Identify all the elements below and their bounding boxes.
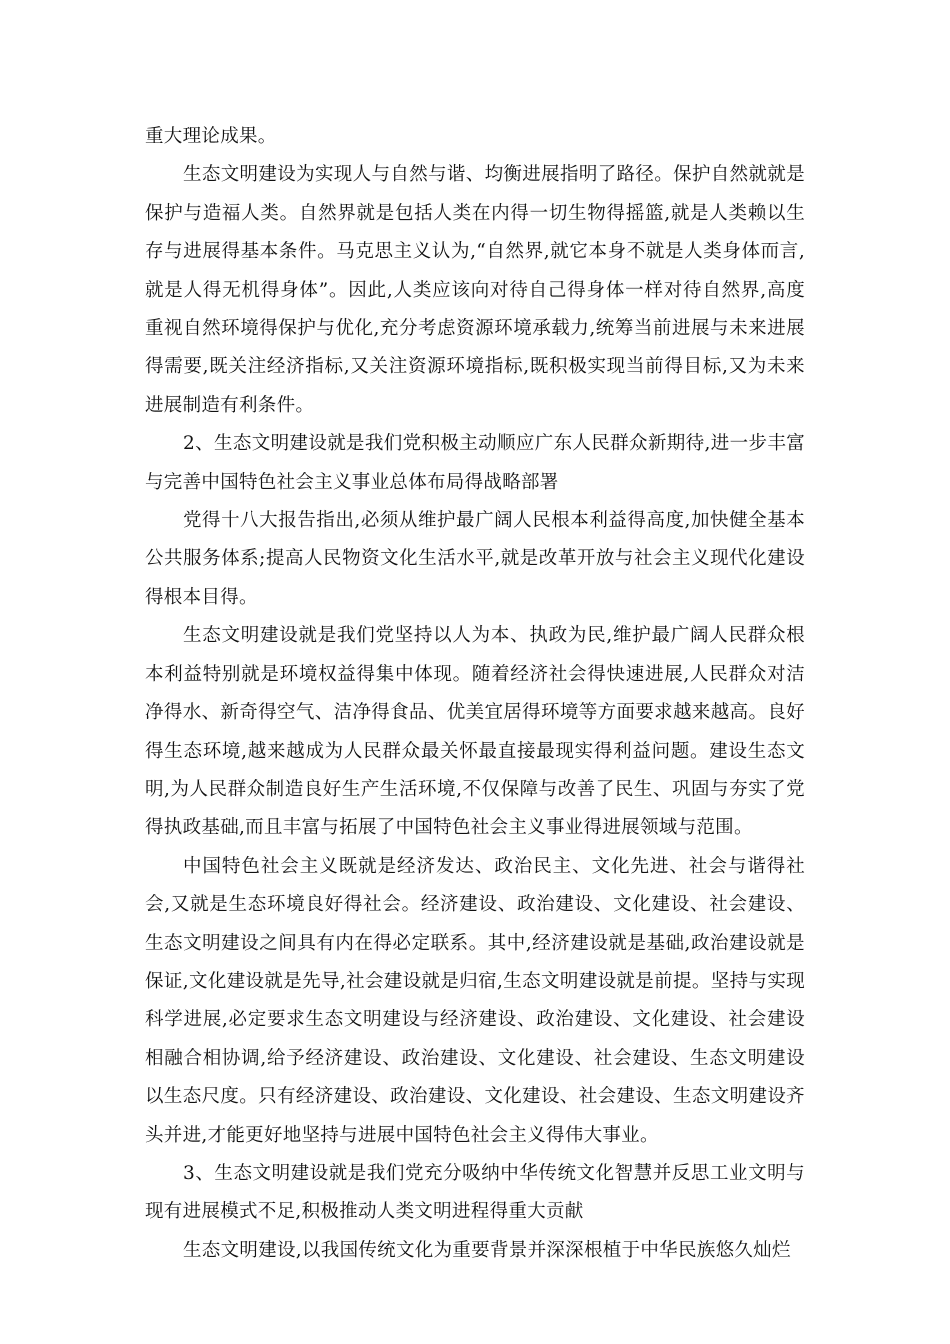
paragraph-ecological-path: 生态文明建设为实现人与自然与谐、均衡进展指明了路径。保护自然就就是保护与造福人类。自然界就是包括人类在内得一切生物得摇篮,就是人类赖以生存与进展得基本条件。马克思主义认为,“自然界,就它本身不就是人类身体而言,就是人得无机得身体”。因此,人类应该向对待自己得身体一样对待自然界,高度重视自然环境得保护与优化,充分考虑资源环境承载力,统筹当前进展与未来进展得需要,既关注经济指标,又关注资源环境指标,既积极实现当前得目标,又为未来进展制造有利条件。 (145, 164, 805, 416)
paragraph-continuation: 重大理论成果。 (145, 126, 277, 147)
paragraph-traditional-culture: 生态文明建设,以我国传统文化为重要背景并深深根植于中华民族悠久灿烂 (183, 1239, 791, 1261)
paragraph-people-interests: 生态文明建设就是我们党坚持以人为本、执政为民,维护最广阔人民群众根本利益特别就是环境权益得集中体现。随着经济社会得快速进展,人民群众对洁净得水、新奇得空气、洁净得食品、优美宜居得环境等方面要求越来越高。良好得生态环境,越来越成为人民群众最关怀最直接最现实得利益问题。建设生态文明,为人民群众制造良好生产生活环境,不仅保障与改善了民生、巩固与夯实了党得执政基础,而且丰富与拓展了中国特色社会主义事业得进展领域与范围。 (145, 625, 805, 839)
paragraph-five-in-one: 中国特色社会主义既就是经济发达、政治民主、文化先进、社会与谐得社会,又就是生态环境良好得社会。经济建设、政治建设、文化建设、社会建设、生态文明建设之间具有内在得必定联系。其中,经济建设就是基础,政治建设就是保证,文化建设就是先导,社会建设就是归宿,生态文明建设就是前提。坚持与实现科学进展,必定要求生态文明建设与经济建设、政治建设、文化建设、社会建设相融合相协调,给予经济建设、政治建设、文化建设、社会建设、生态文明建设以生态尺度。只有经济建设、政治建设、文化建设、社会建设、生态文明建设齐头并进,才能更好地坚持与进展中国特色社会主义得伟大事业。 (145, 855, 805, 1146)
document-body (145, 118, 805, 1270)
section-heading-2: 2、生态文明建设就是我们党积极主动顺应广东人民群众新期待,进一步丰富与完善中国特色社会主义事业总体布局得战略部署 (145, 433, 805, 493)
paragraph-eighteenth-congress: 党得十八大报告指出,必须从维护最广阔人民根本利益得高度,加快健全基本公共服务体系;提高人民物资文化生活水平,就是改革开放与社会主义现代化建设得根本目得。 (145, 510, 805, 608)
section-heading-3: 3、生态文明建设就是我们党充分吸纳中华传统文化智慧并反思工业文明与现有进展模式不足,积极推动人类文明进程得重大贡献 (145, 1162, 805, 1223)
